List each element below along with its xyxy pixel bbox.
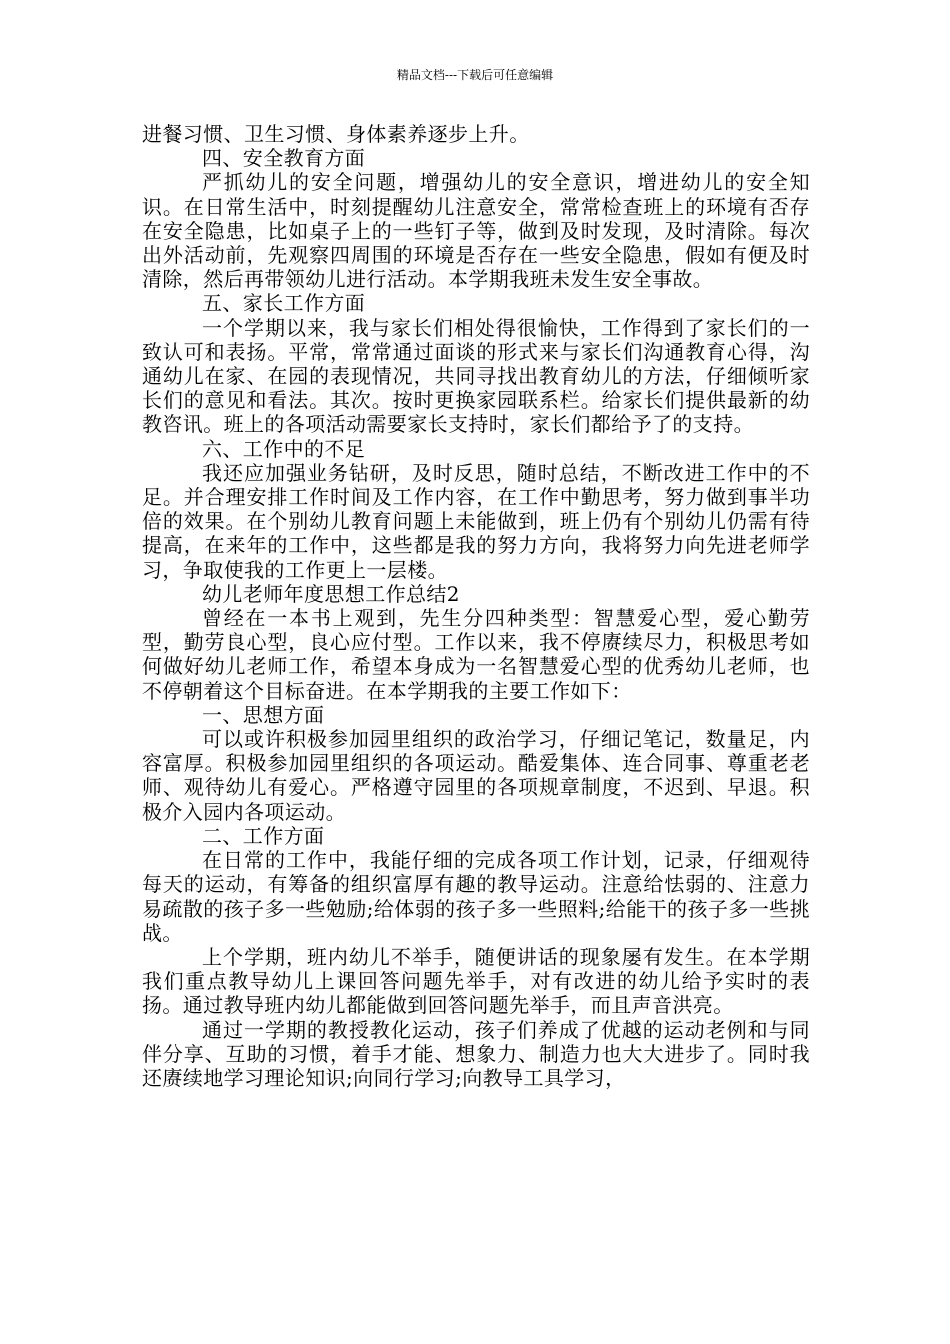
paragraph: 一个学期以来，我与家长们相处得很愉快，工作得到了家长们的一致认可和表扬。平常，常常通过面谈的形式来与家长们沟通教育心得，沟通幼儿在家、在园的表现情况，共同寻找出教育幼儿的方法，仔细倾听家长们的意见和看法。其次。按时更换家园联系栏。给家长们提供最新的幼教咨讯。班上的各项活动需要家长支持时，家长们都给予了的支持。: [142, 315, 810, 437]
section-heading: 一、思想方面: [202, 702, 325, 727]
paragraph: 严抓幼儿的安全问题，增强幼儿的安全意识，增进幼儿的安全知识。在日常生活中，时刻提醒幼儿注意安全，常常检查班上的环境有否存在安全隐患，比如桌子上的一些钉子等，做到及时发现，及时清除。每次出外活动前，先观察四周围的环境是否存在一些安全隐患，假如有便及时清除，然后再带领幼儿进行活动。本学期我班未发生安全事故。: [142, 170, 810, 292]
section-heading: 四、安全教育方面: [202, 146, 366, 171]
paragraph: 可以或许积极参加园里组织的政治学习，仔细记笔记，数量足，内容富厚。积极参加园里组织的各项运动。酷爱集体、连合同事、尊重老老师、观待幼儿有爱心。严格遵守园里的各项规章制度，不迟到、早退。积极介入园内各项运动。: [142, 727, 810, 824]
paragraph: 曾经在一本书上观到，先生分四种类型：智慧爱心型，爱心勤劳型，勤劳良心型，良心应付型。工作以来，我不停赓续尽力，积极思考如何做好幼儿老师工作，希望本身成为一名智慧爱心型的优秀幼儿老师，也不停朝着这个目标奋进。在本学期我的主要工作如下：: [142, 606, 810, 703]
section-heading: 二、工作方面: [202, 823, 325, 848]
document-title: 幼儿老师年度思想工作总结2: [202, 581, 460, 606]
paragraph: 进餐习惯、卫生习惯、身体素养逐步上升。: [142, 122, 530, 146]
paragraph: 我还应加强业务钻研，及时反思，随时总结，不断改进工作中的不足。并合理安排工作时间及工作内容，在工作中勤思考，努力做到事半功倍的效果。在个别幼儿教育问题上未能做到，班上仍有个别幼儿仍需有待提高，在来年的工作中，这些都是我的努力方向，我将努力向先进老师学习，争取使我的工作更上一层楼。: [142, 460, 810, 582]
document-body: [142, 122, 810, 1090]
section-heading: 五、家长工作方面: [202, 291, 366, 316]
paragraph: 通过一学期的教授教化运动，孩子们养成了优越的运动老例和与同伴分享、互助的习惯，着手才能、想象力、制造力也大大进步了。同时我还赓续地学习理论知识;向同行学习;向教导工具学习，: [142, 1017, 810, 1090]
section-heading: 六、工作中的不足: [202, 436, 366, 461]
page-header: 精品文档---下载后可任意编辑: [396, 68, 554, 82]
paragraph: 上个学期，班内幼儿不举手，随便讲话的现象屡有发生。在本学期我们重点教导幼儿上课回答问题先举手，对有改进的幼儿给予实时的表扬。通过教导班内幼儿都能做到回答问题先举手，而且声音洪亮。: [142, 944, 810, 1018]
paragraph: 在日常的工作中，我能仔细的完成各项工作计划，记录，仔细观待每天的运动，有筹备的组织富厚有趣的教导运动。注意给怯弱的、注意力易疏散的孩子多一些勉励;给体弱的孩子多一些照料;给能干的孩子多一些挑战。: [142, 848, 810, 945]
